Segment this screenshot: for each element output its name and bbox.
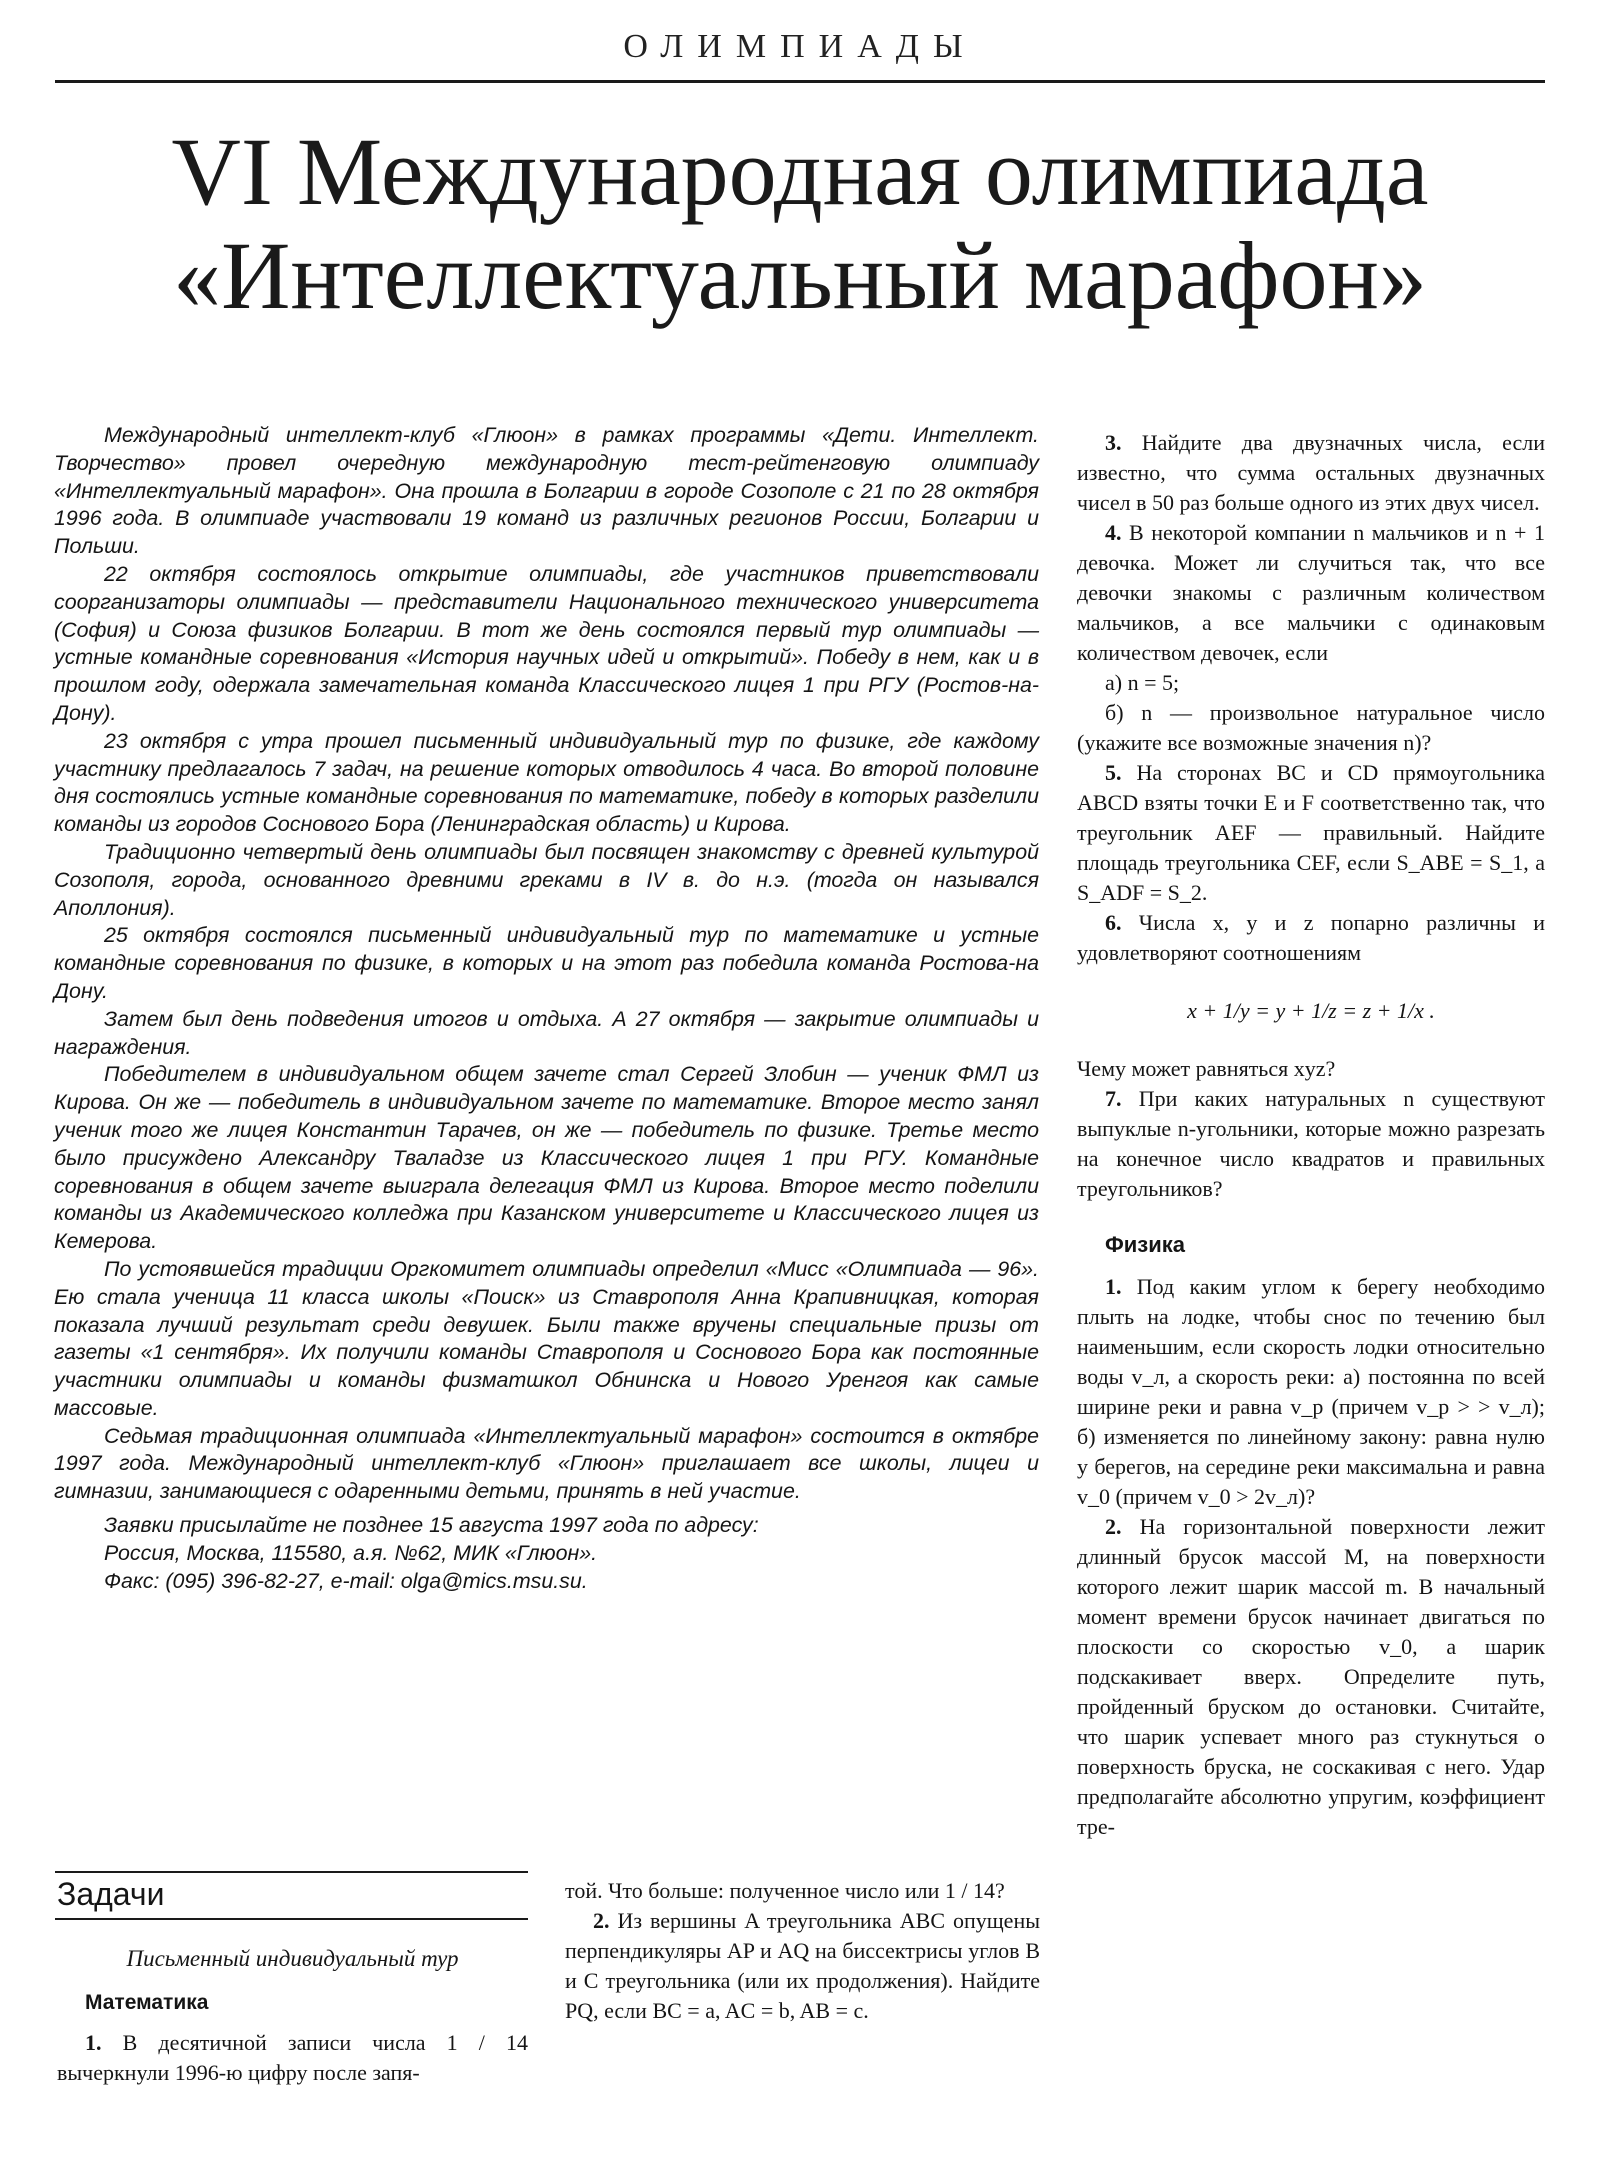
- left-bottom-column: [57, 1936, 528, 2088]
- problem-math-7: 7. При каких натуральных n существуют выпуклые n-угольники, которые можно разрезать на конечное число квадратов и правильных треугольников?: [1077, 1086, 1545, 1201]
- problem-math-6-question: Чему может равняться xyz?: [1077, 1056, 1336, 1081]
- problem-physics-1: 1. Под каким углом к берегу необходимо плыть на лодке, чтобы снос по течению был наименьшим, если скорость лодки относительно воды v_л, а скорость реки: а) постоянна по всей ширине реки и равна v_р (причем v_р > > v_л); б) изменяется по линейному закону: равна нулю у берегов, на середине реки максимальна и равна v_0 (причем v_0 > 2v_л)?: [1077, 1274, 1546, 1509]
- problem-math-2: 2. Из вершины A треугольника ABC опущены перпендикуляры AP и AQ на биссектрисы углов B и C треугольника (или их продолжения). Найдите PQ, если BC = a, AC = b, AB = c.: [565, 1908, 1040, 2023]
- intro-paragraph: Победителем в индивидуальном общем зачете стал Сергей Злобин — ученик ФМЛ из Кирова. Он же — победитель в индивидуальном зачете по математике. Второе место занял ученик того же лицея Константин Тарачев, он же — победитель по физике. Третье место было присуждено Александру Тваладзе из Классического лицея 1 при РГУ. Командные соревнования в общем зачете выиграла делегация ФМЛ из Кирова. Второе место поделили команды из Академического колледжа при Казанском университете и Классического лицея из Кемерова.: [54, 1062, 1039, 1254]
- top-rule: [55, 80, 1545, 83]
- problem-math-1: 1. В десятичной записи числа 1 / 14 вычеркнули 1996-ю цифру после запя-: [57, 2030, 528, 2085]
- intro-paragraph: По устоявшейся традиции Оргкомитет олимпиады определил «Мисс «Олимпиада — 96». Ею стала ученица 11 класса школы «Поиск» из Ставрополя Анна Крапивницкая, которая показала лучший результат среди девушек. Были также вручены специальные призы от газеты «1 сентября». Их получили команды Ставрополя и Соснового Бора как постоянные участники олимпиады и команды физматшкол Обнинска и Нового Уренгоя как самые массовые.: [54, 1256, 1039, 1420]
- tour-subheading: Письменный индивидуальный тур: [126, 1946, 459, 1971]
- rubric: ОЛИМПИАДЫ: [623, 28, 977, 65]
- problem-math-4: 4. В некоторой компании n мальчиков и n + 1 девочка. Может ли случиться так, что все девочки знакомы с различным количеством мальчиков, а все мальчики с одинаковым количеством девочек, если: [1077, 520, 1545, 665]
- title-line-1: VI Международная олимпиада: [171, 118, 1429, 225]
- problem-math-1-continued: той. Что больше: полученное число или 1 / 14?: [565, 1878, 1005, 1903]
- problem-math-4a: а) n = 5;: [1105, 670, 1180, 695]
- title-line-2: «Интеллектуальный марафон»: [173, 222, 1427, 329]
- intro-paragraph: 25 октября состоялся письменный индивидуальный тур по математике и устные командные соревнования по физике, в которых и на этот раз победила команда Ростова-на Дону.: [54, 923, 1039, 1003]
- problem-math-4b: б) n — произвольное натуральное число (укажите все возможные значения n)?: [1077, 700, 1545, 755]
- article-title: [0, 120, 1600, 328]
- formula: x + 1/y = y + 1/z = z + 1/x .: [1187, 998, 1435, 1023]
- physics-heading: Физика: [1105, 1232, 1186, 1257]
- problem-math-5: 5. На сторонах BC и CD прямоугольника ABCD взяты точки E и F соответственно так, что треугольник AEF — правильный. Найдите площадь треугольника CEF, если S_ABE = S_1, а S_ADF = S_2.: [1077, 760, 1545, 905]
- intro-paragraph: Международный интеллект-клуб «Глюон» в рамках программы «Дети. Интеллект. Творчество» провел очередную международную тест-рейтенговую олимпиаду «Интеллектуальный марафон». Она прошла в Болгарии в городе Созополе с 21 по 28 октября 1996 года. В олимпиаде участвовали 19 команд из различных регионов России, Болгарии и Польши.: [54, 423, 1039, 559]
- intro-paragraph: Затем был день подведения итогов и отдыха. А 27 октября — закрытие олимпиады и награждения.: [54, 1006, 1039, 1059]
- problem-math-6: 6. Числа x, y и z попарно различны и удовлетворяют соотношениям: [1077, 910, 1545, 965]
- middle-bottom-column: [565, 1876, 1040, 2026]
- intro-paragraph: 23 октября с утра прошел письменный индивидуальный тур по физике, где каждому участнику предлагалось 7 задач, на решение которых отводилось 4 часа. Во второй половине дня состоялись устные командные соревнования по математике, победу в которых разделили команды из городов Соснового Бора (Ленинградская область) и Кирова.: [54, 728, 1039, 837]
- intro-paragraph: Седьмая традиционная олимпиада «Интеллектуальный марафон» состоится в октябре 1997 года. Международный интеллект-клуб «Глюон» приглашает все школы, лицеи и гимназии, занимающиеся с одаренными детьми, принять в ней участие.: [54, 1423, 1039, 1504]
- problem-physics-2: 2. На горизонтальной поверхности лежит длинный брусок массой M, на поверхности которого лежит шарик массой m. В начальный момент времени брусок начинает двигаться по плоскости со скоростью v_0, а шарик подскакивает вверх. Определите путь, пройденный бруском до остановки. Считайте, что шарик успевает много раз стукнуться о поверхность бруска, не соскакивая с него. Удар предполагайте абсолютно упругим, коэффициент тре-: [1077, 1514, 1545, 1839]
- contact-line: Россия, Москва, 115580, а.я. №62, МИК «Глюон».: [104, 1540, 598, 1565]
- contact-block: [54, 1512, 1039, 1595]
- contact-line: Факс: (095) 396-82-27, e-mail: olga@mics.msu.su.: [104, 1568, 588, 1593]
- intro-text: [54, 422, 1039, 1595]
- right-column: [1077, 428, 1545, 1842]
- intro-paragraph: 22 октября состоялось открытие олимпиады, где участников приветствовали соорганизаторы олимпиады — представители Национального технического университета (София) и Союза физиков Болгарии. В тот же день состоялся первый тур олимпиады — устные командные соревнования «История научных идей и открытий». Победу в нем, как и в прошлом году, одержала замечательная команда Классического лицея 1 при РГУ (Ростов-на-Дону).: [54, 561, 1039, 725]
- problem-math-3: 3. Найдите два двузначных числа, если известно, что сумма остальных двузначных чисел в 50 раз больше одного из этих двух чисел.: [1077, 430, 1545, 515]
- contact-line: Заявки присылайте не позднее 15 августа 1997 года по адресу:: [104, 1513, 759, 1538]
- math-heading: Математика: [85, 1991, 209, 2014]
- tasks-rule-bottom: [55, 1918, 528, 1920]
- tasks-heading: Задачи: [57, 1876, 165, 1912]
- intro-paragraph: Традиционно четвертый день олимпиады был посвящен знакомству с древней культурой Созополя, города, основанного древними греками в IV в. до н.э. (тогда он назывался Аполлония).: [54, 839, 1039, 920]
- tasks-rule-top: [55, 1871, 528, 1873]
